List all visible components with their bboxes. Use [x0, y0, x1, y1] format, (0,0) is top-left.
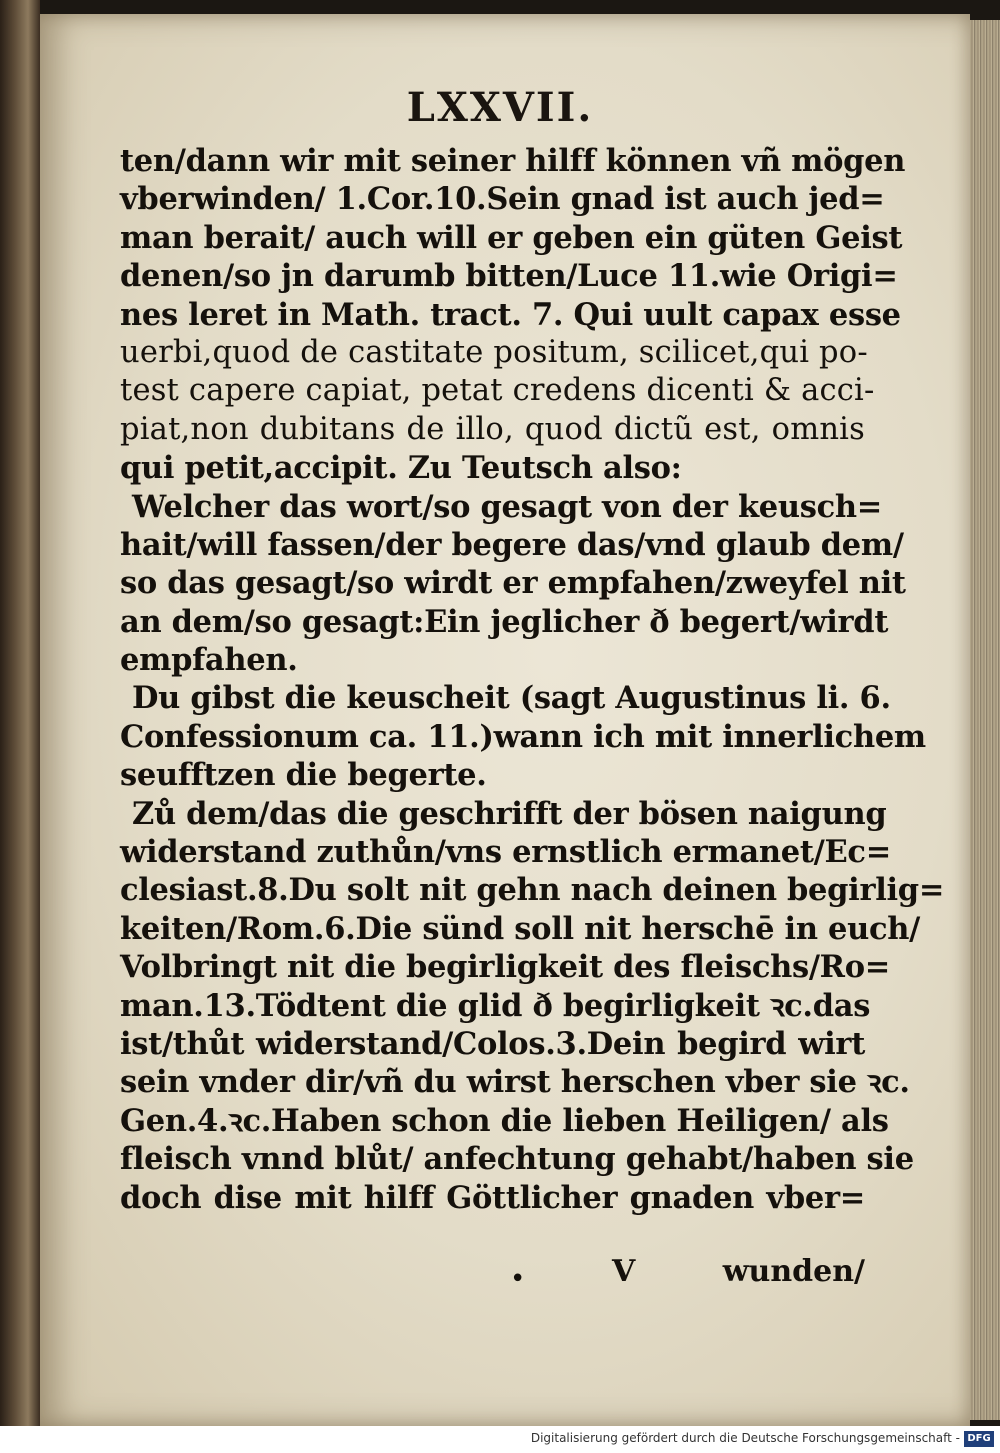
text-line: Welcher das wort/so gesagt von der keusch= — [132, 488, 883, 525]
text-block — [120, 142, 945, 1217]
text-line: nes leret in Math. tract. 7. Qui uult capax esse — [120, 296, 901, 333]
text-line: Confessionum ca. 11.)wann ich mit innerlichem — [120, 718, 926, 755]
text-line: denen/so jn darumb bitten/Luce 11.wie Origi= — [120, 258, 898, 295]
text-line: widerstand zuthůn/vns ernstlich ermanet/Ec= — [120, 834, 891, 871]
text-line: man berait/ auch will er geben ein güten Geist — [120, 219, 903, 256]
text-line: doch dise mit hilff Göttlicher gnaden vber= — [120, 1179, 865, 1216]
text-line: Zů dem/das die geschrifft der bösen naigung — [132, 795, 887, 832]
book-page — [40, 14, 970, 1426]
text-line: Du gibst die keuscheit (sagt Augustinus li. 6. — [132, 680, 891, 717]
text-line: uerbi,quod de castitate positum, scilicet,qui po- — [120, 334, 868, 370]
signature-line — [120, 1254, 865, 1294]
signature-mark: V — [612, 1254, 636, 1289]
catchword: wunden/ — [722, 1254, 865, 1289]
text-line: ten/dann wir mit seiner hilff können vñ mögen — [120, 143, 906, 179]
book-binding-left — [0, 0, 40, 1453]
text-line: Volbringt nit die begirligkeit des fleischs/Ro= — [120, 949, 891, 986]
text-line: Gen.4.ꝛc.Haben schon die lieben Heiligen/ als — [120, 1102, 889, 1139]
text-line: seufftzen die begerte. — [120, 757, 487, 794]
text-line: ist/thůt widerstand/Colos.3.Dein begird wirt — [120, 1025, 865, 1062]
dfg-logo: DFG — [964, 1431, 994, 1447]
text-line: qui petit,accipit. Zu Teutsch also: — [120, 450, 682, 487]
text-line: an dem/so gesagt:Ein jeglicher ð begert/wirdt — [120, 603, 889, 640]
text-line: clesiast.8.Du solt nit gehn nach deinen begirlig= — [120, 872, 945, 909]
text-line: piat,non dubitans de illo, quod dictũ est, omnis — [120, 411, 865, 447]
text-line: test capere capiat, petat credens dicenti & acci- — [120, 373, 875, 409]
text-line: hait/will fassen/der begere das/vnd glaub dem/ — [120, 526, 904, 563]
footer-bar — [0, 1426, 1000, 1453]
text-line: sein vnder dir/vñ du wirst herschen vber sie ꝛc. — [120, 1064, 910, 1101]
text-line: empfahen. — [120, 642, 298, 679]
text-line: fleisch vnnd blůt/ anfechtung gehabt/haben sie — [120, 1141, 914, 1178]
footer-credit: Digitalisierung gefördert durch die Deutsche Forschungsgemeinschaft - — [530, 1431, 960, 1445]
text-line: man.13.Tödtent die glid ð begirligkeit ꝛc.das — [120, 987, 871, 1024]
text-line: keiten/Rom.6.Die sünd soll nit herschē in euch/ — [120, 910, 920, 947]
folio-number: LXXVII. — [406, 84, 594, 131]
text-line: vberwinden/ 1.Cor.10.Sein gnad ist auch jed= — [120, 181, 885, 218]
text-line: so das gesagt/so wirdt er empfahen/zweyfel nit — [120, 565, 906, 602]
signature-dot: • — [510, 1264, 526, 1294]
